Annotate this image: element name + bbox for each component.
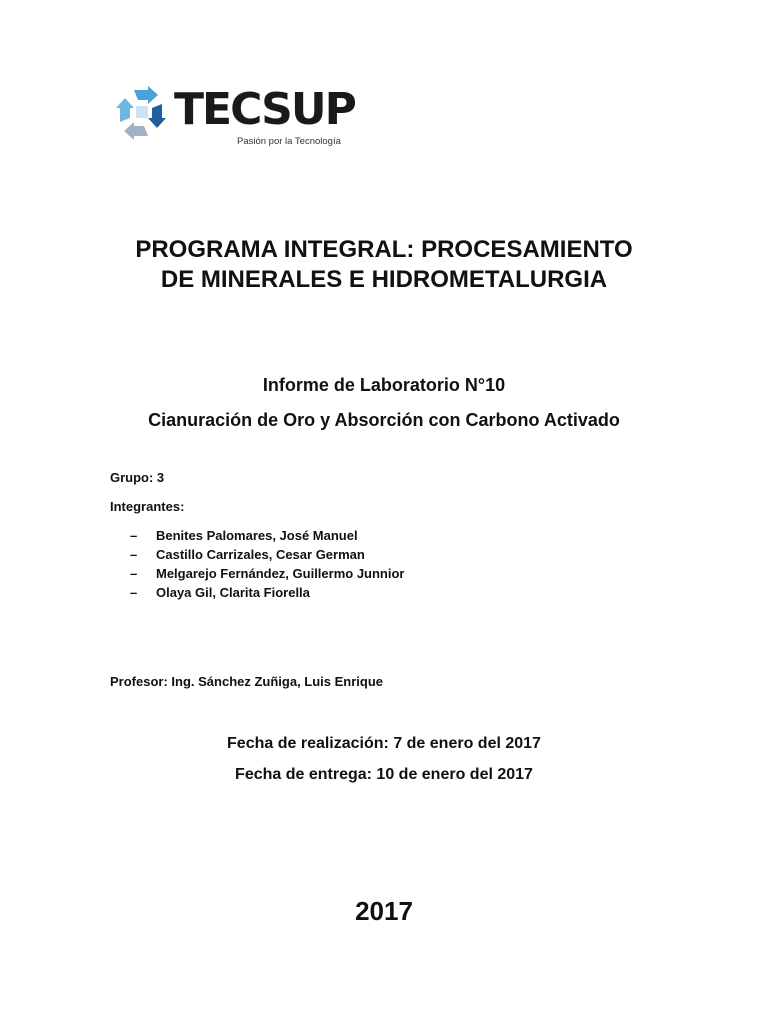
bullet: – bbox=[130, 566, 138, 581]
year: 2017 bbox=[355, 896, 413, 926]
report-topic: Cianuración de Oro y Absorción con Carbono Activado bbox=[148, 410, 620, 430]
member-name: Castillo Carrizales, Cesar German bbox=[156, 547, 365, 562]
date-entrega: Fecha de entrega: 10 de enero del 2017 bbox=[235, 766, 533, 783]
program-title-line-2: DE MINERALES E HIDROMETALURGIA bbox=[160, 266, 608, 293]
members-list bbox=[130, 526, 405, 602]
program-title-line-1: PROGRAMA INTEGRAL: PROCESAMIENTO bbox=[135, 236, 633, 263]
group-label: Grupo: 3 bbox=[110, 470, 165, 485]
members-label: Integrantes: bbox=[110, 499, 185, 514]
logo-wordmark: TECSUP bbox=[174, 84, 355, 135]
bullet: – bbox=[130, 585, 138, 600]
bullet: – bbox=[130, 528, 138, 543]
professor-line: Profesor: Ing. Sánchez Zuñiga, Luis Enrique bbox=[110, 674, 384, 689]
member-name: Melgarejo Fernández, Guillermo Junnior bbox=[156, 566, 405, 581]
list-item bbox=[130, 583, 405, 602]
bullet: – bbox=[130, 547, 138, 562]
list-item bbox=[130, 545, 405, 564]
tecsup-arrows-icon bbox=[112, 84, 172, 144]
report-number: Informe de Laboratorio N°10 bbox=[262, 375, 506, 395]
tecsup-logo bbox=[112, 84, 362, 154]
list-item bbox=[130, 526, 405, 545]
date-realizacion: Fecha de realización: 7 de enero del 2017 bbox=[227, 735, 541, 752]
member-name: Olaya Gil, Clarita Fiorella bbox=[156, 585, 310, 600]
list-item bbox=[130, 564, 405, 583]
member-name: Benites Palomares, José Manuel bbox=[156, 528, 358, 543]
logo-tagline: Pasión por la Tecnología bbox=[237, 136, 341, 147]
